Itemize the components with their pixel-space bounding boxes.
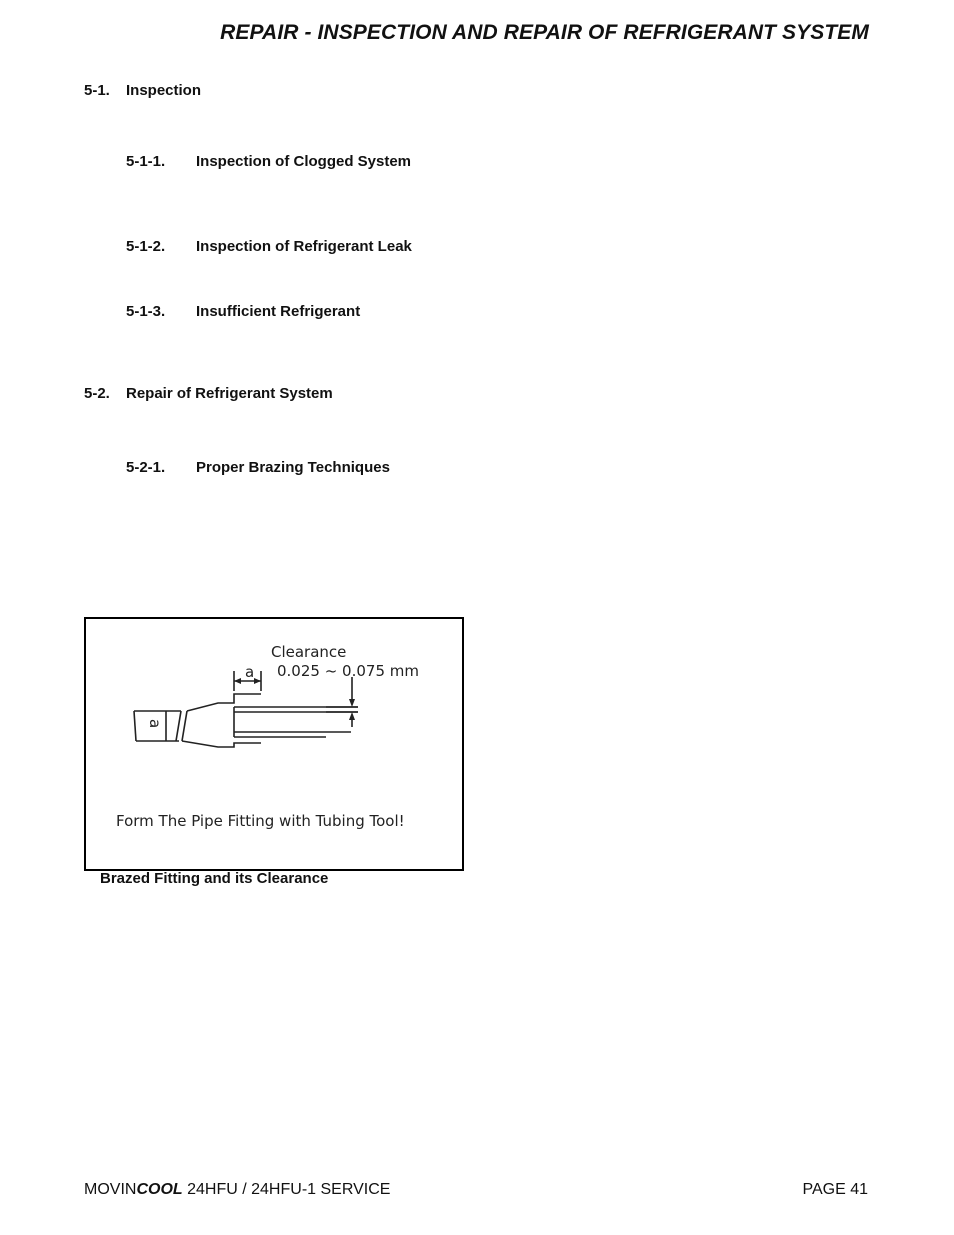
clearance-label: Clearance (271, 643, 347, 661)
section-title: Repair of Refrigerant System (126, 385, 333, 402)
pipe-drawing (134, 671, 358, 747)
figure-note: Form The Pipe Fitting with Tubing Tool! (116, 812, 405, 830)
brazed-fitting-diagram (86, 619, 462, 869)
section-number: 5-1-2. (126, 238, 166, 255)
brand-name-light: MOVIN (84, 1181, 137, 1198)
page-number: PAGE 41 (802, 1181, 868, 1198)
footer-model: 24HFU / 24HFU-1 SERVICE (182, 1181, 391, 1198)
section-number: 5-1. (84, 82, 110, 99)
section-number: 5-1-3. (126, 303, 166, 320)
section-heading-5-1-2 (126, 238, 412, 255)
section-number: 5-2-1. (126, 459, 166, 476)
section-title: Inspection of Refrigerant Leak (196, 238, 412, 255)
footer-document-title (84, 1181, 390, 1199)
section-title: Inspection of Clogged System (196, 153, 412, 170)
section-title: Inspection (126, 82, 202, 99)
dimension-a-top: a (245, 663, 255, 681)
section-number: 5-2. (84, 385, 110, 402)
section-heading-5-2-1 (126, 459, 390, 476)
dimension-a-side: a (146, 719, 164, 729)
section-heading-5-1-1 (126, 153, 411, 170)
section-heading-5-1 (84, 82, 201, 99)
dimension-arrows (234, 678, 355, 720)
page-title: REPAIR - INSPECTION AND REPAIR OF REFRIGERANT SYSTEM (220, 21, 869, 44)
section-title: Insufficient Refrigerant (196, 303, 361, 320)
section-title: Proper Brazing Techniques (196, 459, 390, 476)
section-heading-5-1-3 (126, 303, 360, 320)
brazed-fitting-figure (84, 617, 464, 871)
clearance-value: 0.025 ~ 0.075 mm (277, 662, 419, 680)
section-heading-5-2 (84, 385, 333, 402)
brand-name-bold: COOL (136, 1181, 183, 1198)
figure-caption: Brazed Fitting and its Clearance (100, 870, 329, 887)
section-number: 5-1-1. (126, 153, 166, 170)
